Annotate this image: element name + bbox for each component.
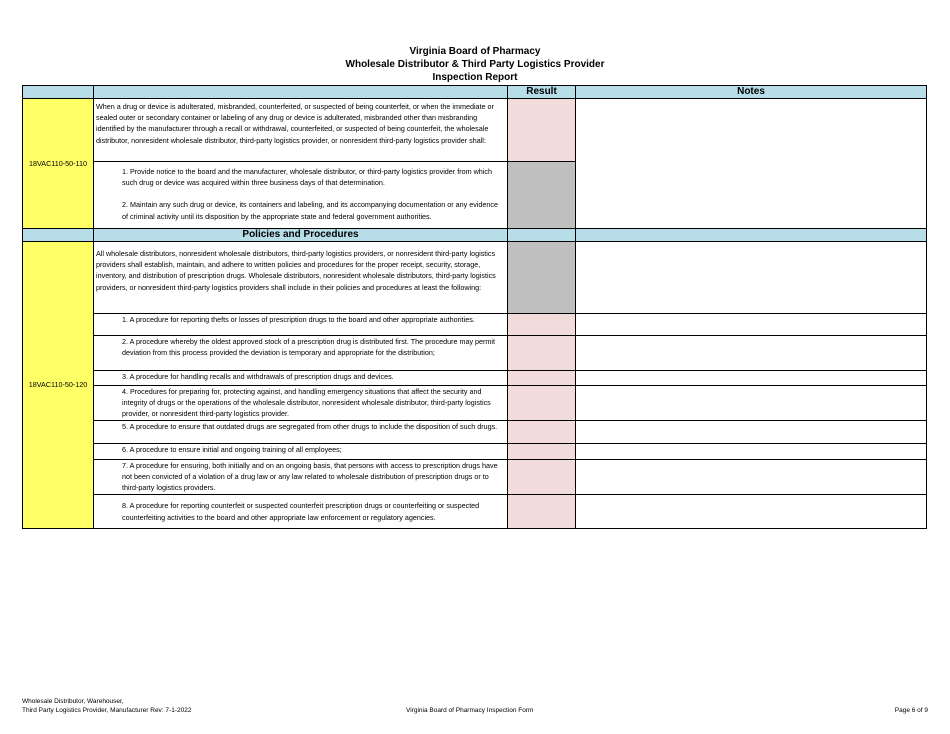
procedure-item: 3. A procedure for handling recalls and withdrawals of prescription drugs and devices. xyxy=(94,371,508,386)
table-row xyxy=(23,460,927,495)
section-heading: Policies and Procedures xyxy=(94,229,508,242)
result-cell[interactable] xyxy=(508,99,576,162)
notes-cell[interactable] xyxy=(576,242,927,314)
table-row xyxy=(23,386,927,421)
regulation-text xyxy=(94,242,508,314)
result-cell[interactable] xyxy=(508,314,576,336)
procedure-item: 6. A procedure to ensure initial and ongoing training of all employees; xyxy=(94,444,508,460)
notes-cell[interactable] xyxy=(576,460,927,495)
inspection-table xyxy=(22,85,927,529)
procedure-item: 8. A procedure for reporting counterfeit or suspected counterfeit prescription drugs or counterfeiting or suspected counterfeiting activities to the board and other appropriate law enforcement or regulatory agencies. xyxy=(94,495,508,529)
report-title: Virginia Board of Pharmacy xyxy=(409,46,541,57)
regulation-intro: When a drug or device is adulterated, misbranded, counterfeited, or suspected of being counterfeit, or when the immediate or sealed outer or secondary container or labeling of any drug or device is adulterated, misbranded other than misbranding identified by the manufacturer through a recall or withdrawal, counterfeited, or suspected of being counterfeit, the wholesale distributor, nonresident wholesale distributor, third-party logistics provider, or nonresident third-party logistics provider shall: xyxy=(96,102,494,145)
notes-cell[interactable] xyxy=(576,99,927,229)
report-type: Inspection Report xyxy=(432,72,518,83)
regulation-text xyxy=(94,99,508,162)
table-row xyxy=(23,495,927,529)
table-header-row xyxy=(23,86,927,99)
result-cell[interactable] xyxy=(508,336,576,371)
notes-cell[interactable] xyxy=(576,421,927,444)
footer-page-number: Page 6 of 9 xyxy=(894,707,928,714)
result-cell-disabled xyxy=(508,242,576,314)
header-result: Result xyxy=(508,86,576,99)
table-row xyxy=(23,242,927,314)
result-cell[interactable] xyxy=(508,495,576,529)
notes-cell[interactable] xyxy=(576,495,927,529)
header-code-cell xyxy=(23,86,94,99)
section-heading-notes-cell xyxy=(576,229,927,242)
report-subtitle: Wholesale Distributor & Third Party Logistics Provider xyxy=(345,59,605,70)
notes-cell[interactable] xyxy=(576,371,927,386)
table-row xyxy=(23,336,927,371)
footer-left-line2: Third Party Logistics Provider, Manufacturer Rev: 7-1-2022 xyxy=(22,707,192,714)
table-row xyxy=(23,444,927,460)
section-heading-code-cell xyxy=(23,229,94,242)
procedure-item: 1. A procedure for reporting thefts or losses of prescription drugs to the board and other appropriate authorities. xyxy=(94,314,508,336)
footer-left xyxy=(22,697,191,715)
procedure-item: 7. A procedure for ensuring, both initially and on an ongoing basis, that persons with access to prescription drugs have not been convicted of a violation of a drug law or any law related to wholesale distribution of prescription drugs or to third-party logistics providers. xyxy=(94,460,508,495)
section-heading-result-cell xyxy=(508,229,576,242)
result-cell[interactable] xyxy=(508,460,576,495)
procedure-item: 5. A procedure to ensure that outdated drugs are segregated from other drugs to include the disposition of such drugs. xyxy=(94,421,508,444)
table-row xyxy=(23,99,927,162)
result-cell[interactable] xyxy=(508,386,576,421)
table-row xyxy=(23,421,927,444)
notes-cell[interactable] xyxy=(576,314,927,336)
notes-cell[interactable] xyxy=(576,386,927,421)
footer-left-line1: Wholesale Distributor, Warehouser, xyxy=(22,698,124,705)
regulation-code: 18VAC110-50-120 xyxy=(23,242,94,529)
result-cell-disabled xyxy=(508,162,576,229)
regulation-code: 18VAC110-50-110 xyxy=(23,99,94,229)
result-cell[interactable] xyxy=(508,421,576,444)
result-cell[interactable] xyxy=(508,371,576,386)
table-row xyxy=(23,314,927,336)
header-notes: Notes xyxy=(576,86,927,99)
regulation-text xyxy=(94,162,508,229)
regulation-intro: All wholesale distributors, nonresident wholesale distributors, third-party logistics providers, or nonresident third-party logistics providers shall establish, maintain, and adhere to written policies and procedures for the proper receipt, security, storage, inventory, and distribution of prescription drugs. Wholesale distributors, nonresident wholesale distributors, third-party logistics providers, or nonresident third-party logistics providers shall include in their policies and procedures at least the following: xyxy=(96,249,496,292)
header-text-cell xyxy=(94,86,508,99)
regulation-item: 1. Provide notice to the board and the manufacturer, wholesale distributor, or third-party logistics provider from which such drug or device was acquired within three business days of that determination. xyxy=(122,167,492,188)
notes-cell[interactable] xyxy=(576,444,927,460)
procedure-item: 2. A procedure whereby the oldest approved stock of a prescription drug is distributed first. The procedure may permit deviation from this process provided the deviation is temporary and appropriate for the distribution; xyxy=(94,336,508,371)
section-heading-row xyxy=(23,229,927,242)
procedure-item: 4. Procedures for preparing for, protecting against, and handling emergency situations that affect the security and integrity of drugs or the operations of the wholesale distributor, nonresident wholesale distributor, third-party logistics provider, or nonresident third-party logistics provider. xyxy=(94,386,508,421)
table-row xyxy=(23,371,927,386)
result-cell[interactable] xyxy=(508,444,576,460)
footer-center: Virginia Board of Pharmacy Inspection Form xyxy=(406,707,534,714)
regulation-item: 2. Maintain any such drug or device, its containers and labeling, and its accompanying documentation or any evidence of criminal activity until its disposition by the appropriate state and federal government authorities. xyxy=(122,200,498,221)
notes-cell[interactable] xyxy=(576,336,927,371)
